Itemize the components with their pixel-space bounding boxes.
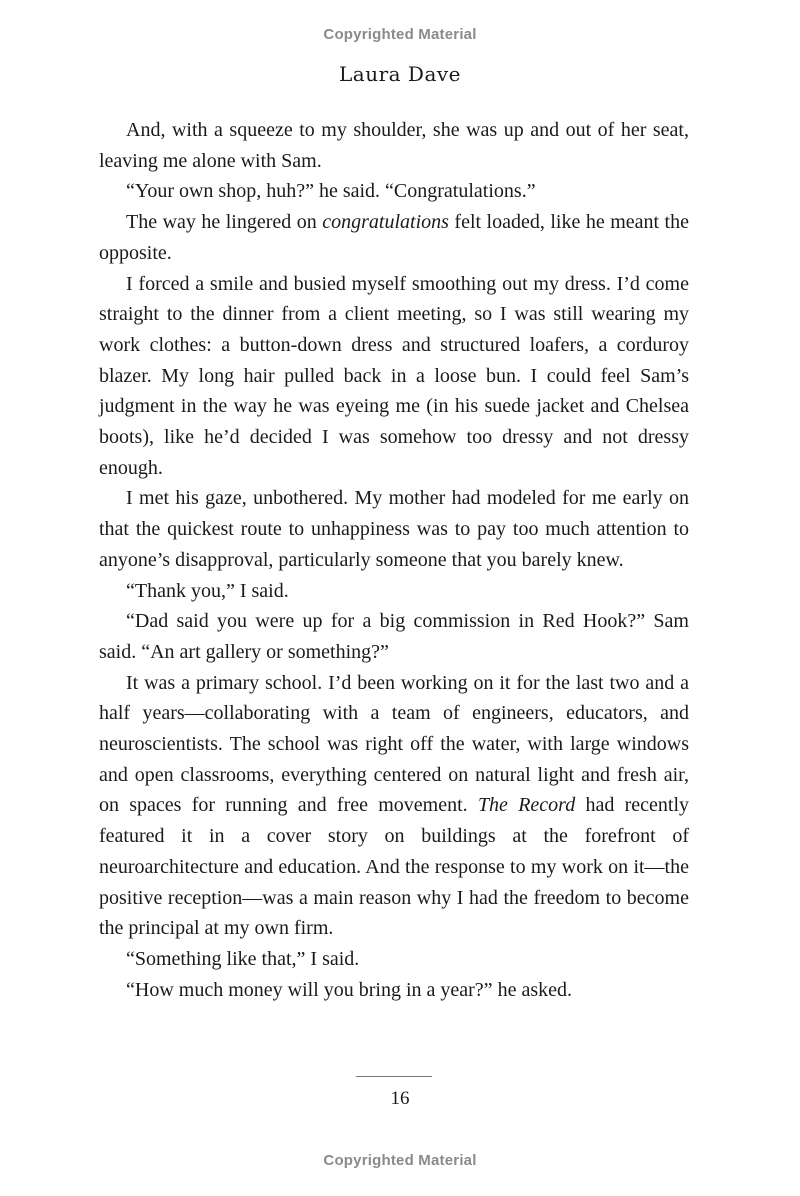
running-head-author: Laura Dave [338,62,462,86]
copyright-watermark-top: Copyrighted Material [323,26,477,43]
paragraph-text: The way he lingered on [126,211,323,234]
paragraph: “How much money will you bring in a year?” he asked. [126,978,572,1001]
paragraph-text: had recently featured it in a cover story on buildings at the forefront of neuroarchitecture and education. And the response to my work on it—the positive reception—was a main reason why I had the freedom to become the principal at my own firm. [99,794,690,940]
italic-emphasis: congratulations [322,211,449,234]
paragraph [99,668,689,944]
paragraph-text: It was a primary school. I’d been working on it for the last two and a half years—collaborating with a team of engineers, educators, and neuroscientists. The school was right off the water, with large windows and open classrooms, everything centered on natural light and fresh air, on spaces for running and free movement. [99,671,689,817]
paragraph: I met his gaze, unbothered. My mother had modeled for me early on that the quickest route to unhappiness was to pay too much attention to anyone’s disapproval, particularly someone that you barely knew. [99,487,689,571]
copyright-watermark-bottom: Copyrighted Material [323,1152,477,1169]
folio-divider [356,1076,432,1077]
paragraph [99,207,689,268]
body-text [99,115,689,1005]
paragraph-text: felt loaded, like he meant the opposite. [99,211,689,264]
paragraph: “Thank you,” I said. [126,579,289,602]
paragraph: “Your own shop, huh?” he said. “Congratulations.” [126,180,536,203]
paragraph: “Dad said you were up for a big commission in Red Hook?” Sam said. “An art gallery or something?” [99,610,689,663]
italic-emphasis: The Record [477,794,576,817]
paragraph: And, with a squeeze to my shoulder, she was up and out of her seat, leaving me alone with Sam. [99,119,689,172]
page-number: 16 [390,1088,410,1109]
paragraph: I forced a smile and busied myself smoothing out my dress. I’d come straight to the dinner from a client meeting, so I was still wearing my work clothes: a button-down dress and structured loafers, a corduroy blazer. My long hair pulled back in a loose bun. I could feel Sam’s judgment in the way he was eyeing me (in his suede jacket and Chelsea boots), like he’d decided I was somehow too dressy and not dressy enough. [99,272,689,479]
paragraph: “Something like that,” I said. [126,947,360,970]
